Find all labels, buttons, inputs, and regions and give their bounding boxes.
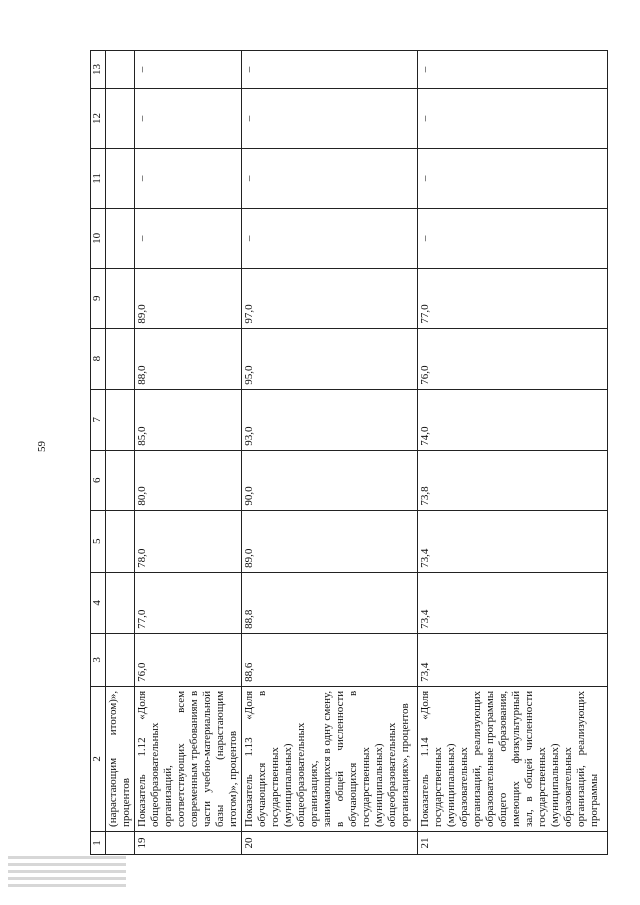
header-row [91, 51, 106, 855]
header-cell: 5 [91, 510, 106, 572]
value-cell [106, 328, 135, 389]
value-cell: – [135, 148, 242, 208]
value-cell: 73,4 [418, 510, 608, 572]
value-cell [106, 51, 135, 89]
value-cell: 88,0 [135, 328, 242, 389]
table-row [135, 51, 242, 855]
value-cell: 77,0 [418, 268, 608, 328]
value-cell: 80,0 [135, 450, 242, 510]
value-cell: – [135, 208, 242, 268]
value-cell [106, 450, 135, 510]
value-cell: – [418, 148, 608, 208]
value-cell: 88,8 [242, 572, 418, 633]
header-cell: 9 [91, 268, 106, 328]
table-row [418, 51, 608, 855]
value-cell: 74,0 [418, 389, 608, 450]
value-cell: 89,0 [135, 268, 242, 328]
table-row [242, 51, 418, 855]
value-cell: – [242, 89, 418, 149]
value-cell [106, 572, 135, 633]
value-cell: 73,4 [418, 572, 608, 633]
table-row [106, 51, 135, 855]
value-cell [106, 389, 135, 450]
rotated-table-container [90, 50, 606, 855]
header-cell: 6 [91, 450, 106, 510]
value-cell [106, 89, 135, 149]
header-cell: 3 [91, 633, 106, 686]
value-cell: – [418, 208, 608, 268]
value-cell: 85,0 [135, 389, 242, 450]
indicator-description: Показатель 1.14 «Доля государственных (муниципальных) образовательных организаций, реализующих образовательные программы общего образования, имеющих физкультурный зал, в общей численности государственных (муниципальных) образовательных организаций, реализующих программы [418, 686, 608, 831]
row-number: 19 [135, 831, 242, 854]
value-cell: 89,0 [242, 510, 418, 572]
indicator-table [90, 50, 608, 855]
value-cell: 93,0 [242, 389, 418, 450]
value-cell [106, 208, 135, 268]
page-number: 59 [36, 441, 48, 452]
indicator-description: Показатель 1.12 «Доля общеобразовательных организаций, соответствующих всем современным требованиям в части учебно-материальной базы (нарастающим итогом)», процентов [135, 686, 242, 831]
value-cell: 97,0 [242, 268, 418, 328]
value-cell: – [135, 89, 242, 149]
header-cell: 7 [91, 389, 106, 450]
value-cell: – [242, 51, 418, 89]
value-cell: 95,0 [242, 328, 418, 389]
value-cell: – [418, 89, 608, 149]
header-cell: 1 [91, 831, 106, 854]
value-cell [106, 510, 135, 572]
header-cell: 4 [91, 572, 106, 633]
value-cell: 76,0 [418, 328, 608, 389]
header-cell: 11 [91, 148, 106, 208]
header-cell: 8 [91, 328, 106, 389]
value-cell [106, 148, 135, 208]
value-cell [106, 633, 135, 686]
value-cell: – [135, 51, 242, 89]
row-number: 20 [242, 831, 418, 854]
header-cell: 13 [91, 51, 106, 89]
header-cell: 10 [91, 208, 106, 268]
value-cell: 88,6 [242, 633, 418, 686]
value-cell: 76,0 [135, 633, 242, 686]
header-cell: 2 [91, 686, 106, 831]
value-cell: 77,0 [135, 572, 242, 633]
header-cell: 12 [91, 89, 106, 149]
indicator-description: Показатель 1.13 «Доля обучающихся в государственных (муниципальных) общеобразовательных организациях, занимающихся в одну смену, в общей численности обучающихся в государственных (муниципальных) общеобразовательных организациях», процентов [242, 686, 418, 831]
value-cell: – [418, 51, 608, 89]
value-cell: 90,0 [242, 450, 418, 510]
indicator-description: (нарастающим итогом)», процентов [106, 686, 135, 831]
value-cell: – [242, 148, 418, 208]
value-cell [106, 268, 135, 328]
value-cell: – [242, 208, 418, 268]
value-cell: 73,8 [418, 450, 608, 510]
faded-stamp-mark [4, 852, 132, 888]
value-cell: 78,0 [135, 510, 242, 572]
row-number: 21 [418, 831, 608, 854]
value-cell: 73,4 [418, 633, 608, 686]
